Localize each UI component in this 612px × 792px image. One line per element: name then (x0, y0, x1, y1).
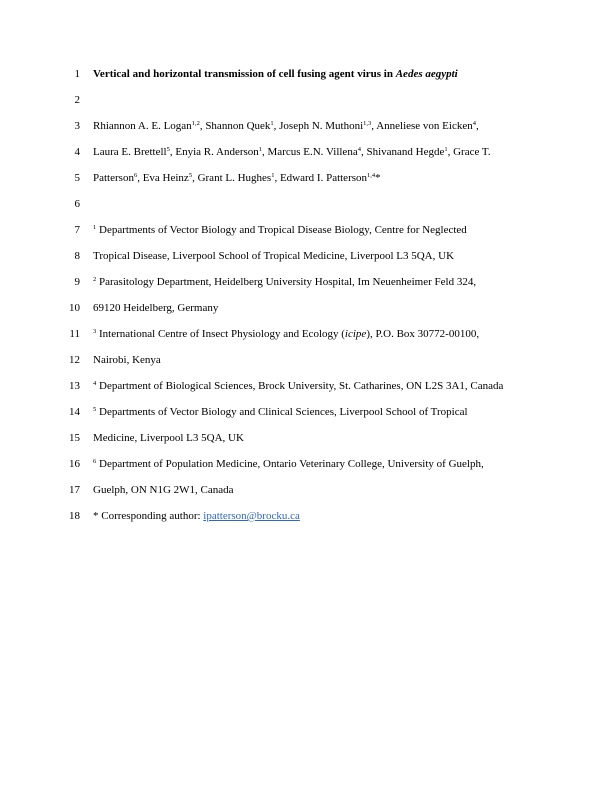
affiliation-5-cont: Medicine, Liverpool L3 5QA, UK (93, 432, 244, 444)
line-7 (0, 222, 612, 238)
affiliation-number: 4 (93, 380, 97, 387)
line-number: 3 (74, 120, 80, 132)
author-affiliation-sup: 5 (188, 172, 193, 179)
author-affiliation-sup: 1,4 (367, 172, 376, 179)
affiliation-number: 1 (93, 224, 97, 231)
line-12 (0, 352, 612, 368)
affiliation-6-cont: Guelph, ON N1G 2W1, Canada (93, 484, 234, 496)
author-affiliation-sup: 1,3 (363, 120, 372, 127)
affiliation-2-cont: 69120 Heidelberg, Germany (93, 302, 219, 314)
author-list-line-3 (93, 170, 381, 186)
line-1 (0, 66, 612, 82)
line-number: 4 (74, 146, 80, 158)
line-number: 5 (74, 172, 80, 184)
author-affiliation-sup: 1 (444, 146, 448, 153)
affiliation-text: Departments of Vector Biology and Clinical Sciences, Liverpool School of Tropical (96, 406, 468, 418)
corresponding-marker: * (375, 172, 381, 184)
line-number: 9 (74, 276, 80, 288)
corresponding-email-link[interactable]: ipatterson@brocku.ca (203, 510, 300, 522)
line-2 (0, 92, 612, 108)
author-name: , Grace T. (447, 146, 491, 158)
author-affiliation-sup: 1 (271, 172, 275, 179)
line-number: 16 (69, 458, 80, 470)
affiliation-6 (93, 456, 484, 472)
affiliation-number: 6 (93, 458, 97, 465)
line-3 (0, 118, 612, 134)
line-number: 10 (69, 302, 80, 314)
affiliation-text: Department of Population Medicine, Ontario Veterinary College, University of Guelph, (96, 458, 484, 470)
author-affiliation-sup: 5 (166, 146, 170, 153)
line-17 (0, 482, 612, 498)
author-affiliation-sup: 1 (258, 146, 263, 153)
line-number: 18 (69, 510, 80, 522)
line-18 (0, 508, 612, 524)
affiliation-1-cont: Tropical Disease, Liverpool School of Tropical Medicine, Liverpool L3 5QA, UK (93, 250, 455, 262)
line-16 (0, 456, 612, 472)
author-name: , Eva Heinz (137, 172, 189, 184)
line-number: 2 (74, 94, 80, 106)
author-name: , Enyia R. Anderson (169, 146, 259, 158)
line-13 (0, 378, 612, 394)
affiliation-2 (93, 274, 476, 290)
author-list-line-2 (93, 144, 491, 160)
affiliation-3 (93, 326, 479, 342)
line-14 (0, 404, 612, 420)
author-affiliation-sup: 4 (472, 120, 476, 127)
affiliation-text: Departments of Vector Biology and Tropical Disease Biology, Centre for Neglected (96, 224, 467, 236)
author-name: , Marcus E.N. Villena (262, 146, 358, 158)
affiliation-text: Department of Biological Sciences, Brock University, St. Catharines, ON L2S 3A1, Canada (96, 380, 504, 392)
affiliation-text: Parasitology Department, Heidelberg University Hospital, Im Neuenheimer Feld 324, (96, 276, 477, 288)
author-name: , Joseph N. Muthoni (273, 120, 364, 132)
line-number: 1 (74, 68, 80, 80)
affiliation-1 (93, 222, 467, 238)
line-number: 13 (69, 380, 80, 392)
author-name: , Edward I. Patterson (274, 172, 368, 184)
author-list-line-1 (93, 118, 479, 134)
affiliation-4 (93, 378, 503, 394)
line-number: 11 (69, 328, 80, 340)
title-species: Aedes aegypti (395, 68, 458, 80)
title-text: Vertical and horizontal transmission of cell fusing agent virus in (93, 68, 396, 80)
line-4 (0, 144, 612, 160)
line-number: 6 (74, 198, 80, 210)
affiliation-text: ), P.O. Box 30772-00100, (366, 328, 480, 340)
author-name: , Shivanand Hegde (360, 146, 445, 158)
line-8 (0, 248, 612, 264)
affiliation-text: International Centre of Insect Physiology and Ecology ( (96, 328, 345, 340)
author-separator: , (475, 120, 479, 132)
author-name: , Shannon Quek (199, 120, 271, 132)
line-number: 14 (69, 406, 80, 418)
line-number: 17 (69, 484, 80, 496)
affiliation-number: 3 (93, 328, 97, 335)
affiliation-number: 2 (93, 276, 97, 283)
line-number: 15 (69, 432, 80, 444)
line-11 (0, 326, 612, 342)
author-name: , Grant L. Hughes (192, 172, 272, 184)
corresponding-author (93, 508, 300, 524)
affiliation-5 (93, 404, 468, 420)
line-5 (0, 170, 612, 186)
line-9 (0, 274, 612, 290)
line-15 (0, 430, 612, 446)
author-name: Patterson (93, 172, 134, 184)
author-name: Rhiannon A. E. Logan (93, 120, 192, 132)
line-number: 8 (74, 250, 80, 262)
affiliation-acronym: icipe (344, 328, 367, 340)
author-name: , Anneliese von Eicken (371, 120, 473, 132)
corresponding-label: * Corresponding author: (93, 510, 204, 522)
paper-title (93, 66, 458, 82)
author-affiliation-sup: 1,2 (191, 120, 200, 127)
author-affiliation-sup: 1 (270, 120, 274, 127)
line-number: 12 (69, 354, 80, 366)
line-10 (0, 300, 612, 316)
line-6 (0, 196, 612, 212)
affiliation-3-cont: Nairobi, Kenya (93, 354, 161, 366)
line-number: 7 (74, 224, 80, 236)
affiliation-number: 5 (93, 406, 97, 413)
author-name: Laura E. Brettell (93, 146, 167, 158)
author-affiliation-sup: 6 (133, 172, 138, 179)
author-affiliation-sup: 4 (357, 146, 361, 153)
